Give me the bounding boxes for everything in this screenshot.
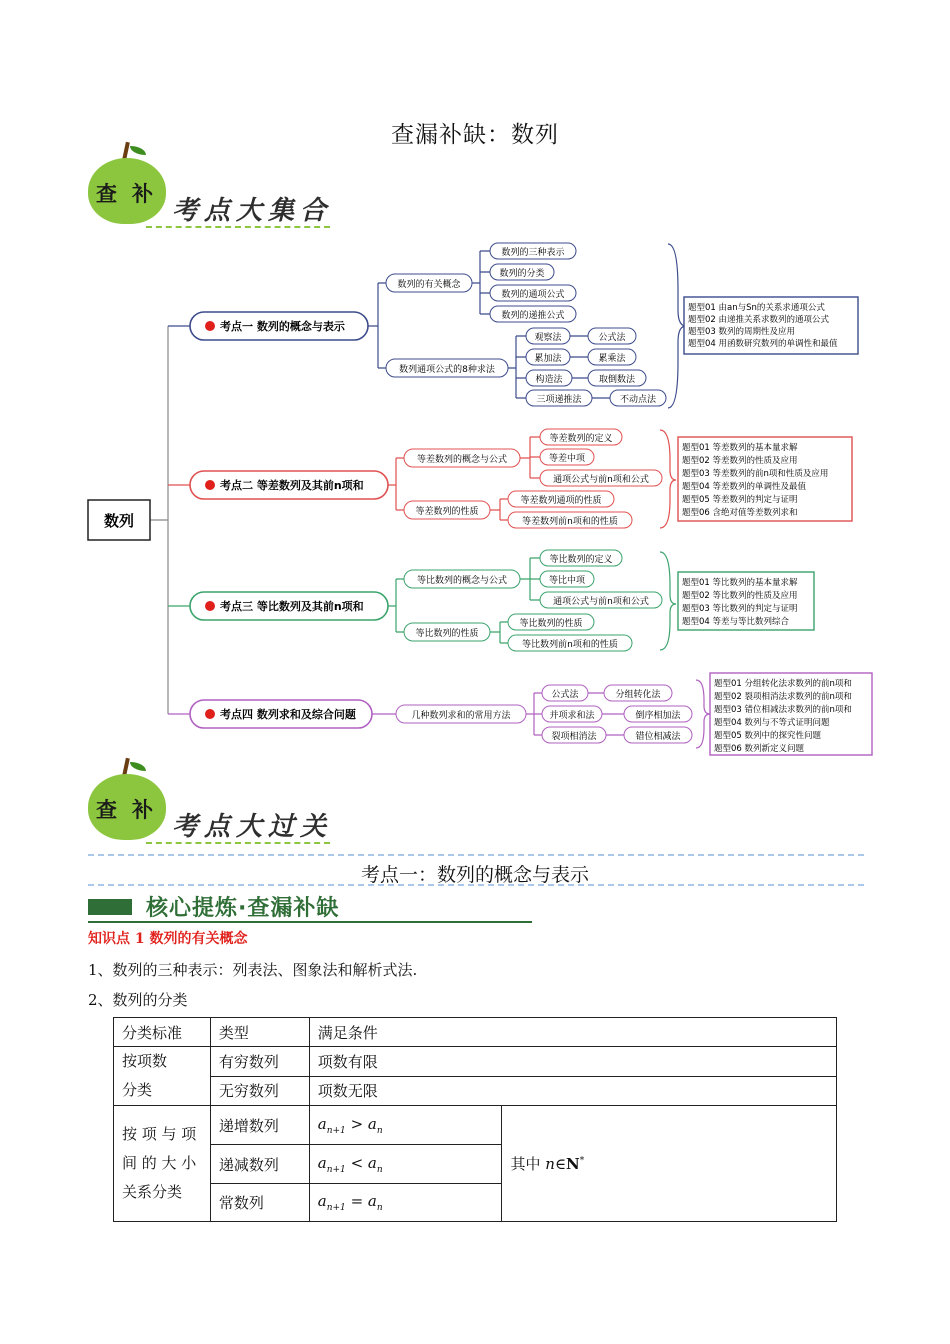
table-cell: 项数有限 [309, 1047, 836, 1077]
k3-label: 考点三 等比数列及其前n项和 [220, 600, 364, 613]
k1-method: 构造法 [535, 375, 563, 385]
core-title: 核心提炼·查漏补缺 [146, 896, 340, 921]
k1-item: 数列的递推公式 [501, 311, 565, 321]
k1-sub1: 数列的有关概念 [397, 280, 461, 290]
paragraph-1: 1、数列的三种表示：列表法、图象法和解析式法. [88, 961, 418, 979]
logo-char-2: 补 [132, 181, 153, 206]
k2-type: 题型01 等差数列的基本量求解 [682, 443, 798, 453]
flower-icon [205, 321, 215, 331]
formula-increasing: $a_{n+1} > a_n$ [309, 1106, 502, 1145]
k4-method: 错位相减法 [635, 732, 681, 742]
knowledge-point: 知识点 1 数列的有关概念 [88, 931, 248, 947]
k3-type: 题型04 等差与等比数列综合 [682, 617, 790, 627]
k2-sub1: 等差数列的概念与公式 [416, 455, 508, 465]
k1-method: 不动点法 [619, 395, 657, 405]
k3-item: 等比数列前n项和的性质 [522, 640, 618, 650]
section-logo-1 [88, 142, 348, 232]
table-cell: 常数列 [210, 1184, 309, 1222]
table-header: 满足条件 [309, 1018, 836, 1047]
k3-type: 题型01 等比数列的基本量求解 [682, 578, 798, 588]
mindmap [0, 230, 950, 760]
page-title: 查漏补缺：数列 [391, 122, 559, 148]
k1-item: 数列的通项公式 [501, 290, 565, 300]
k2-item: 通项公式与前n项和公式 [553, 475, 649, 485]
k2-item: 等差数列通项的性质 [520, 496, 602, 506]
table-header: 分类标准 [114, 1018, 211, 1047]
k2-sub2: 等差数列的性质 [415, 507, 479, 517]
leaf-icon [130, 762, 146, 771]
logo-char-1: 查 [96, 181, 117, 206]
k1-item: 数列的三种表示 [501, 248, 565, 258]
k1-item: 数列的分类 [499, 269, 545, 279]
section-logo-text-1: 考点大集合 [172, 196, 333, 226]
k3-sub1: 等比数列的概念与公式 [416, 576, 508, 586]
mindmap-root: 数列 [103, 512, 135, 530]
k2-type: 题型03 等差数列的前n项和性质及应用 [682, 469, 829, 479]
flower-icon [205, 480, 215, 490]
k4-method: 裂项相消法 [551, 732, 597, 742]
k1-method: 累加法 [534, 354, 562, 364]
k4-label: 考点四 数列求和及综合问题 [220, 708, 356, 721]
k4-method: 分组转化法 [615, 690, 661, 700]
section-logo-text-2: 考点大过关 [172, 812, 333, 842]
k4-type: 题型02 裂项相消法求数列的前n项和 [714, 692, 852, 702]
table-cell: 递减数列 [210, 1145, 309, 1184]
table-cell: 无穷数列 [210, 1076, 309, 1106]
k2-item: 等差中项 [548, 454, 586, 464]
k3-item: 通项公式与前n项和公式 [553, 597, 649, 607]
k2-item: 等差数列的定义 [549, 434, 613, 444]
flower-icon [205, 601, 215, 611]
paragraph-2: 2、数列的分类 [88, 991, 188, 1009]
k1-type: 题型02 由递推关系求数列的通项公式 [688, 315, 830, 325]
k3-type: 题型02 等比数列的性质及应用 [682, 591, 798, 601]
k1-method: 公式法 [598, 333, 626, 343]
k1-type: 题型04 用函数研究数列的单调性和最值 [688, 339, 838, 349]
k2-type: 题型02 等差数列的性质及应用 [682, 456, 798, 466]
logo-char-1: 查 [96, 797, 117, 822]
k4-type: 题型06 数列新定义问题 [714, 744, 805, 754]
k4-sub1: 几种数列求和的常用方法 [411, 711, 511, 721]
k1-type: 题型03 数列的周期性及应用 [688, 327, 796, 337]
table-cell: 递增数列 [210, 1106, 309, 1145]
leaf-icon [130, 146, 146, 155]
k1-method: 三项递推法 [536, 395, 582, 405]
k3-sub2: 等比数列的性质 [415, 629, 479, 639]
k1-label: 考点一 数列的概念与表示 [220, 320, 345, 333]
k3-item: 等比中项 [548, 576, 586, 586]
k4-type: 题型04 数列与不等式证明问题 [714, 718, 830, 728]
k2-type: 题型04 等差数列的单调性及最值 [682, 482, 807, 492]
table-note: 其中 n∈N* [502, 1106, 837, 1222]
formula-constant: $a_{n+1} = a_n$ [309, 1184, 502, 1222]
table-header: 类型 [210, 1018, 309, 1047]
table-cell: 项数无限 [309, 1076, 836, 1106]
k1-method: 累乘法 [598, 354, 626, 364]
k1-method: 取倒数法 [598, 375, 636, 385]
k2-label: 考点二 等差数列及其前n项和 [220, 479, 364, 492]
classification-table [113, 1017, 837, 1222]
k4-method: 倒序相加法 [635, 711, 681, 721]
k2-type: 题型06 含绝对值等差数列求和 [682, 508, 798, 518]
k3-type: 题型03 等比数列的判定与证明 [682, 604, 798, 614]
k4-method: 并项求和法 [549, 711, 595, 721]
k1-sub2: 数列通项公式的8种求法 [399, 365, 495, 375]
k1-type: 题型01 由an与Sn的关系求通项公式 [688, 303, 825, 313]
flower-icon [205, 709, 215, 719]
section-logo-2 [88, 758, 348, 848]
k4-type: 题型03 错位相减法求数列的前n项和 [714, 705, 852, 715]
k3-item: 等比数列的定义 [549, 555, 613, 565]
section-title: 考点一：数列的概念与表示 [360, 864, 589, 886]
k4-type: 题型01 分组转化法求数列的前n项和 [714, 679, 852, 689]
formula-decreasing: $a_{n+1} < a_n$ [309, 1145, 502, 1184]
k2-type: 题型05 等差数列的判定与证明 [682, 495, 798, 505]
k4-type: 题型05 数列中的探究性问题 [714, 731, 822, 741]
k1-method: 观察法 [534, 333, 562, 343]
table-cell: 按项数 分类 [114, 1047, 211, 1106]
table-cell: 按 项 与 项 间 的 大 小 关系分类 [114, 1106, 211, 1222]
k4-method: 公式法 [551, 690, 579, 700]
logo-char-2: 补 [132, 797, 153, 822]
k2-item: 等差数列前n项和的性质 [522, 517, 618, 527]
table-cell: 有穷数列 [210, 1047, 309, 1077]
k3-item: 等比数列的性质 [519, 619, 583, 629]
